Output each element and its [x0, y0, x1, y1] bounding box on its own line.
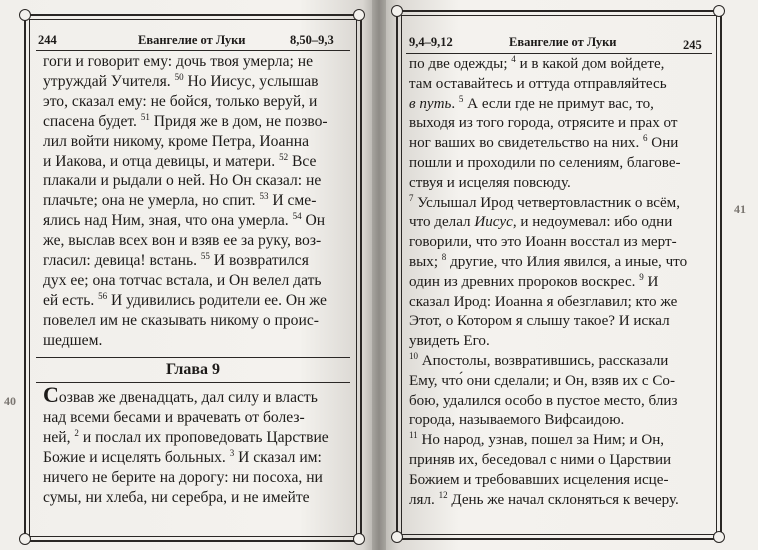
text-line: Божие и исцелять больных. $^3$ И сказал им: [43, 447, 322, 466]
text-line: выходя из того города, отрясите и прах от [409, 115, 678, 132]
header-rule [36, 50, 350, 51]
verse-number: 5 [458, 93, 464, 104]
text-line: ног ваших во свидетельство на них. $^6$ Они [409, 133, 679, 152]
text-line: ствуя и исцеляя повсюду. [409, 174, 571, 191]
text-line: $^{10}$ Апостолы, возвратившись, рассказали [409, 350, 669, 369]
text-line: Божием и требовавших исцеления исце- [409, 471, 669, 488]
right-margin-number: 41 [734, 202, 746, 216]
text-line: гласил: девица! встань. $^{55}$ И возвратился [43, 251, 309, 270]
text-line: $^{11}$ Но народ, узнав, пошел за Ним; и Он, [409, 430, 665, 449]
text-line: в путь. $^5$ А если где не примут вас, то, [409, 93, 654, 112]
text-line: приняв их, беседовал с ними о Царствии [409, 451, 672, 468]
text-line: плачьте; она не умерла, но спит. $^{53}$ И сме- [43, 191, 317, 210]
border-corner-ornament [713, 5, 725, 17]
right-running-title: Евангелие от Луки [509, 35, 617, 49]
text-line: что делал Иисус, и недоумевал: ибо одни [409, 214, 673, 231]
right-body-text [409, 55, 687, 510]
text-line: увидеть Его. [409, 333, 490, 350]
left-page-number: 244 [38, 33, 57, 47]
left-verse-range: 8,50–9,3 [290, 33, 334, 47]
text-line: ей есть. $^{56}$ И удивились родители ее. Он же [43, 290, 327, 309]
chapter-heading: Глава 9 [166, 361, 220, 378]
text-line: плакали и рыдали о ней. Но Он сказал: не [43, 172, 322, 190]
text-line: один из древних пророков воскрес. $^9$ И [409, 271, 659, 290]
text-line: Этот, о Котором я слышу такое? И искал [409, 313, 670, 330]
italic-word: Иисус [474, 214, 513, 231]
border-corner-ornament [713, 531, 725, 543]
text-line: дух ее; она тотчас встала, и Он велел дать [43, 271, 322, 289]
text-line: сумы, ни хлеба, ни серебра, и не имейте [43, 488, 310, 506]
text-line: ней, $^2$ и послал их проповедовать Царствие [43, 427, 329, 446]
verse-number: 10 [409, 350, 418, 361]
text-line: лял. $^{12}$ День же начал склоняться к вечеру. [409, 489, 679, 508]
border-corner-ornament [19, 9, 31, 21]
verse-number: 3 [229, 447, 235, 458]
text-line: гоги и говорит ему: дочь твоя умерла; не [43, 53, 314, 70]
verse-number: 51 [140, 111, 150, 122]
text-line: это, сказал ему: не бойся, только веруй, и [43, 92, 318, 110]
text-line: спасена будет. $^{51}$ Придя же в дом, не позво- [43, 111, 328, 130]
verse-number: 11 [409, 430, 418, 441]
text-line: по две одежды; $^4$ и в какой дом войдете, [409, 54, 665, 72]
verse-number: 52 [279, 151, 289, 162]
left-body-text-top [43, 52, 328, 351]
verse-number: 54 [292, 211, 302, 222]
verse-number: 53 [259, 191, 269, 202]
border-corner-ornament [19, 533, 31, 545]
border-corner-ornament [353, 9, 365, 21]
text-line: там оставайтесь и оттуда отправляйтесь [409, 75, 667, 92]
right-page-number: 245 [683, 38, 702, 52]
verse-number: 2 [74, 427, 79, 438]
text-line: и Иакова, и отца девицы, и матери. $^{52}$ Все [43, 151, 317, 170]
left-margin-number: 40 [4, 394, 16, 408]
text-line: повелел им не сказывать никому о проис- [43, 311, 319, 329]
verse-number: 4 [511, 54, 516, 64]
text-line: шедшем. [43, 331, 103, 349]
text-line: бою, удалился особо в пустое место, близ [409, 392, 678, 409]
text-line: Ему, что́ они сделали; и Он, взяв их с Со- [409, 372, 675, 389]
left-running-title: Евангелие от Луки [138, 33, 246, 47]
text-line: утруждай Учителя. $^{50}$ Но Иисус, услышав [43, 71, 319, 90]
text-line: же, выслав всех вон и взяв ее за руку, воз- [43, 232, 322, 250]
text-line: ялись над Ним, зная, что она умерла. $^{54}$ Он [43, 211, 326, 230]
verse-number: 7 [409, 192, 414, 203]
text-line: над всеми бесами и врачевать от болез- [43, 408, 305, 426]
text-line: Созвав же двенадцать, дал силу и власть [43, 382, 318, 407]
text-line: ничего не берите на дорогу: ни посоха, ни [43, 468, 323, 486]
verse-number: 9 [639, 271, 644, 282]
verse-number: 6 [643, 133, 648, 144]
verse-number: 12 [438, 489, 448, 500]
border-corner-ornament [353, 533, 365, 545]
right-verse-range: 9,4–9,12 [409, 35, 453, 49]
drop-cap: С [43, 382, 59, 407]
book-gutter [372, 0, 386, 550]
verse-number: 55 [200, 251, 210, 262]
left-body-text-bottom [43, 382, 329, 507]
verse-number: 56 [98, 290, 108, 301]
border-corner-ornament [391, 5, 403, 17]
header-rule [406, 53, 712, 54]
text-line: говорили, что это Иоанн восстал из мерт- [409, 234, 677, 251]
verse-number: 8 [441, 251, 447, 262]
chapter-rule-bottom [36, 382, 350, 383]
text-line: вых; $^8$ другие, что Илия явился, а иные, что [409, 251, 688, 270]
text-line: лил войти никому, кроме Петра, Иоанна [43, 132, 309, 150]
verse-number: 50 [174, 71, 184, 82]
text-line: $^7$ Услышал Ирод четвертовластник о всём, [409, 192, 681, 211]
chapter-rule-top [36, 357, 350, 358]
border-corner-ornament [391, 531, 403, 543]
text-line: сказал Ирод: Иоанна я обезглавил; кто же [409, 293, 678, 310]
italic-word: в путь [409, 95, 452, 112]
text-line: города, называемого Вифсаидою. [409, 412, 625, 429]
text-line: пошли и проходили по селениям, благове- [409, 154, 681, 171]
